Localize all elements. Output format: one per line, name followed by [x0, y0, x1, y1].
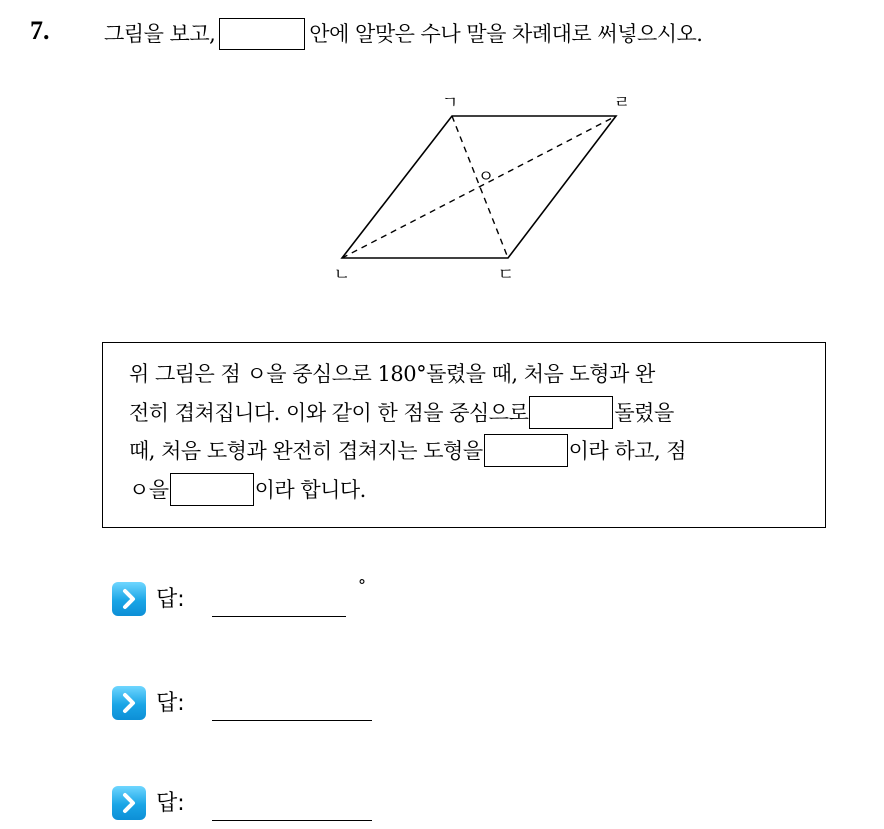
answer-input-line[interactable]: [212, 820, 372, 821]
answer-input-line[interactable]: [212, 616, 346, 617]
answer-label: 답:: [156, 587, 185, 612]
question-text-before: 그림을 보고,: [104, 22, 216, 46]
answer-unit: °: [358, 576, 366, 595]
answer-blank-3[interactable]: [170, 473, 254, 506]
question-text-after: 안에 알맞은 수나 말을 차례대로 써넣으시오.: [309, 22, 703, 46]
box-line-3-after: 이라 하고, 점: [568, 439, 687, 463]
chevron-right-icon: [112, 686, 146, 720]
answer-blank-2[interactable]: [484, 434, 568, 467]
chevron-right-icon: [112, 582, 146, 616]
answer-row-2: [112, 684, 512, 724]
answer-label: 답:: [156, 791, 185, 816]
box-line-4-after: 이라 합니다.: [254, 477, 366, 502]
answer-input-line[interactable]: [212, 720, 372, 721]
box-line-3: [129, 432, 805, 471]
vertex-label-top-right: ㄹ: [613, 93, 631, 113]
answer-blank-1[interactable]: [529, 396, 613, 429]
vertex-label-bottom-right: ㄷ: [497, 265, 515, 285]
explanation-box: [102, 342, 826, 528]
box-line-2: [129, 394, 805, 433]
answer-label: 답:: [156, 691, 185, 716]
diagonal-gr: [342, 116, 616, 258]
vertex-label-bottom-left: ㄴ: [333, 265, 351, 285]
box-line-4-before: ㅇ을: [129, 477, 169, 502]
answer-row-1: [112, 576, 512, 620]
box-line-1: [129, 355, 805, 394]
vertex-label-top-left: ㄱ: [441, 93, 459, 113]
question-blank-example: [219, 18, 305, 50]
box-line-2-before: 전히 겹쳐집니다. 이와 같이 한 점을 중심으로: [129, 400, 529, 425]
chevron-right-icon: [112, 786, 146, 820]
answer-row-3: [112, 784, 512, 824]
box-line-3-before: 때, 처음 도형과 완전히 겹쳐지는 도형을: [129, 439, 483, 463]
question-number: 7.: [30, 16, 50, 45]
question-text: [104, 18, 702, 52]
box-line-2-after: 돌렸을: [614, 400, 674, 425]
box-line-1-text: 위 그림은 점 ㅇ을 중심으로 180°돌렸을 때, 처음 도형과 완: [129, 362, 655, 386]
box-line-4: [129, 471, 805, 510]
center-label: ㅇ: [477, 167, 495, 187]
parallelogram-figure: [320, 78, 640, 288]
